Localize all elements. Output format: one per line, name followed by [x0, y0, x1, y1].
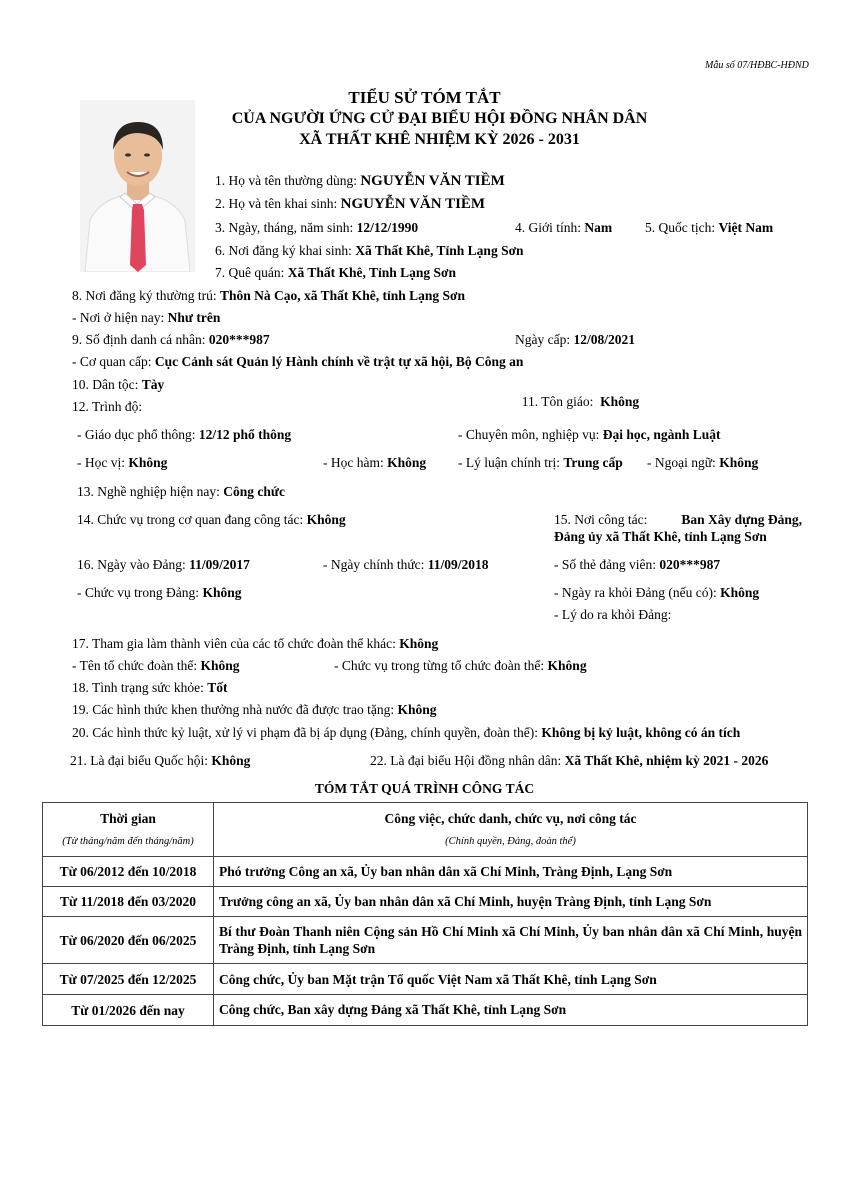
col-time-header: Thời gian (Từ tháng/năm đến tháng/năm) [43, 803, 214, 857]
document-title: TIỂU SỬ TÓM TẮT [348, 88, 501, 107]
field-party-official: - Ngày chính thức: 11/09/2018 [323, 557, 489, 572]
field-issue-date: Ngày cấp: 12/08/2021 [515, 332, 635, 347]
table-row: Từ 01/2026 đến nay Công chức, Ban xây dựng Đảng xã Thất Khê, tỉnh Lạng Sơn [43, 995, 808, 1026]
work-history-heading: TÓM TẮT QUÁ TRÌNH CÔNG TÁC [314, 781, 535, 796]
field-education-header: 12. Trình độ: [72, 399, 143, 414]
field-awards: 19. Các hình thức khen thưởng nhà nước đã được trao tặng: Không [72, 702, 437, 717]
candidate-photo [80, 100, 195, 272]
field-foreign-language: - Ngoại ngữ: Không [647, 455, 759, 470]
field-id-number: 9. Số định danh cá nhân: 020***987 [72, 332, 270, 347]
field-org-position: - Chức vụ trong từng tổ chức đoàn thể: Không [334, 658, 587, 673]
field-party-join: 16. Ngày vào Đảng: 11/09/2017 [77, 557, 250, 572]
field-specialty: - Chuyên môn, nghiệp vụ: Đại học, ngành Luật [458, 427, 721, 442]
field-gender: 4. Giới tính: Nam [515, 220, 613, 235]
field-position: 14. Chức vụ trong cơ quan đang công tác: Không [77, 512, 346, 527]
field-degree: - Học vị: Không [77, 455, 168, 470]
field-organizations: 17. Tham gia làm thành viên của các tổ chức đoàn thể khác: Không [72, 636, 439, 651]
work-history-table [42, 802, 808, 1026]
document-term: XÃ THẤT KHÊ NHIỆM KỲ 2026 - 2031 [299, 131, 580, 148]
field-religion: 11. Tôn giáo: Không [521, 394, 640, 409]
field-hometown: 7. Quê quán: Xã Thất Khê, Tỉnh Lạng Sơn [215, 265, 457, 280]
document-subtitle: CỦA NGƯỜI ỨNG CỬ ĐẠI BIỂU HỘI ĐỒNG NHÂN DÂN [231, 110, 648, 127]
field-political-theory: - Lý luận chính trị: Trung cấp [458, 455, 623, 470]
field-common-name: 1. Họ và tên thường dùng: NGUYỄN VĂN TIỀM [215, 173, 505, 189]
field-residence: 8. Nơi đăng ký thường trú: Thôn Nà Cạo, xã Thất Khê, tỉnh Lạng Sơn [72, 288, 466, 303]
field-health: 18. Tình trạng sức khỏe: Tốt [72, 680, 228, 695]
field-party-card: - Số thẻ đảng viên: 020***987 [554, 557, 721, 572]
table-row: Từ 06/2012 đến 10/2018 Phó trưởng Công an xã, Ủy ban nhân dân xã Chí Minh, Tràng Định, Lạng Sơn [43, 857, 808, 887]
field-nationality: 5. Quốc tịch: Việt Nam [645, 220, 774, 235]
portrait-image [80, 100, 195, 272]
field-party-leave-date: - Ngày ra khỏi Đảng (nếu có): Không [554, 585, 760, 600]
field-discipline: 20. Các hình thức kỷ luật, xử lý vi phạm đã bị áp dụng (Đảng, chính quyền, đoàn thể): Không bị kỷ luật, không có án tích [72, 725, 741, 740]
field-party-position: - Chức vụ trong Đảng: Không [77, 585, 242, 600]
field-occupation: 13. Nghề nghiệp hiện nay: Công chức [77, 484, 285, 499]
field-academic-title: - Học hàm: Không [323, 455, 427, 470]
table-header-row [43, 803, 808, 857]
table-row: Từ 11/2018 đến 03/2020 Trưởng công an xã, Ủy ban nhân dân xã Chí Minh, huyện Tràng Định, tỉnh Lạng Sơn [43, 887, 808, 917]
field-issuer: - Cơ quan cấp: Cục Cảnh sát Quản lý Hành chính về trật tự xã hội, Bộ Công an [72, 354, 524, 369]
field-current-residence: - Nơi ở hiện nay: Như trên [72, 310, 221, 325]
col-desc-header: Công việc, chức danh, chức vụ, nơi công tác (Chính quyền, Đảng, đoàn thể) [214, 803, 808, 857]
field-org-name: - Tên tổ chức đoàn thể: Không [72, 658, 240, 673]
field-people-council: 22. Là đại biểu Hội đồng nhân dân: Xã Thất Khê, nhiệm kỳ 2021 - 2026 [370, 753, 769, 768]
field-national-assembly: 21. Là đại biểu Quốc hội: Không [70, 753, 251, 768]
field-birth-place: 6. Nơi đăng ký khai sinh: Xã Thất Khê, Tỉnh Lạng Sơn [215, 243, 524, 258]
field-workplace: 15. Nơi công tác: Ban Xây dựng Đảng, Đảng ủy xã Thất Khê, tỉnh Lạng Sơn [554, 512, 802, 544]
field-birth-name: 2. Họ và tên khai sinh: NGUYỄN VĂN TIỀM [215, 196, 486, 212]
field-party-leave-reason: - Lý do ra khỏi Đảng: [554, 607, 672, 622]
table-row: Từ 06/2020 đến 06/2025 Bí thư Đoàn Thanh niên Cộng sản Hồ Chí Minh xã Chí Minh, Ủy ban nhân dân xã Chí Minh, huyện Tràng Định, tỉnh Lạng Sơn [43, 917, 808, 964]
field-general-education: - Giáo dục phổ thông: 12/12 phổ thông [77, 427, 292, 442]
table-row: Từ 07/2025 đến 12/2025 Công chức, Ủy ban Mặt trận Tổ quốc Việt Nam xã Thất Khê, tỉnh Lạng Sơn [43, 964, 808, 995]
form-number: Mẫu số 07/HĐBC-HĐND [705, 60, 809, 71]
field-dob: 3. Ngày, tháng, năm sinh: 12/12/1990 [215, 220, 419, 235]
field-ethnicity: 10. Dân tộc: Tày [72, 377, 165, 392]
